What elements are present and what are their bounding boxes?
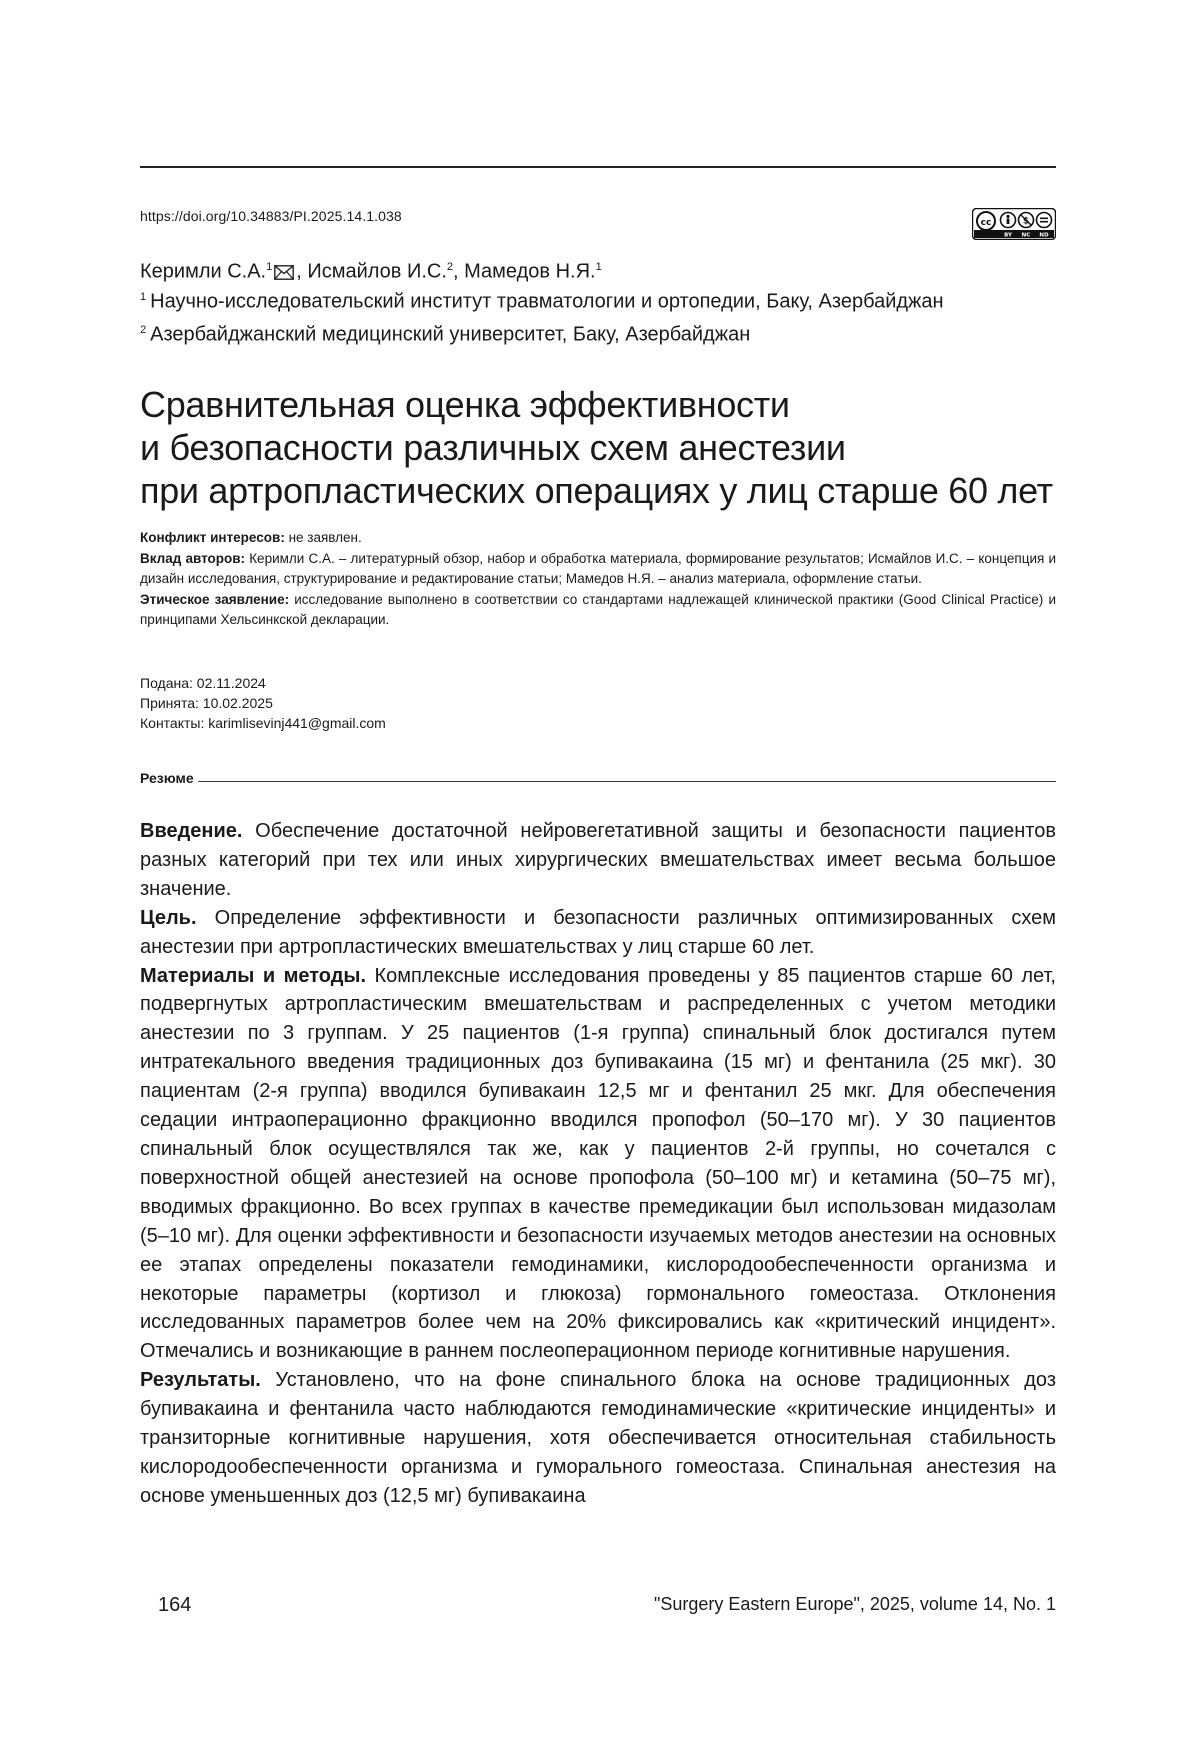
title-line-3: при артропластических операциях у лиц старше 60 лет — [140, 470, 1053, 511]
svg-text:BY: BY — [1004, 232, 1012, 239]
ethics-statement — [140, 590, 1056, 631]
affiliations — [140, 283, 1056, 348]
methods-label: Материалы и методы. — [140, 964, 367, 987]
page-number: 164 — [158, 1594, 192, 1616]
author-mamedov: , Мамедов Н.Я. — [453, 260, 596, 283]
contrib-text: Керимли С.А. – литературный обзор, набор и обработка материала, формирование результатов; Исмайлов И.С. – концепция и дизайн исследования, структурирование и редактирование статьи; Мамедов Н.Я. – анализ материала, оформление статьи. — [140, 550, 1056, 586]
abstract — [140, 817, 1056, 1511]
author-kerimli-affil: 1 — [266, 261, 273, 273]
svg-text:NC: NC — [1021, 232, 1031, 239]
ethics-label: Этическое заявление: — [140, 591, 290, 607]
intro-text: Обеспечение достаточной нейровегетативной защиты и безопасности пациентов разных категорий при тех или иных хирургических вмешательствах имеет весьма большое значение. — [140, 820, 1056, 900]
aim-label: Цель. — [140, 906, 197, 929]
page — [140, 0, 1056, 1764]
conflict-label: Конфликт интересов: — [140, 530, 285, 545]
article-metadata — [140, 528, 1056, 631]
title-line-2: и безопасности различных схем анестезии — [140, 427, 846, 468]
title-line-1: Сравнительная оценка эффективности — [140, 384, 790, 425]
doi-link[interactable]: https://doi.org/10.34883/PI.2025.14.1.038 — [140, 208, 402, 224]
cc-license-icon — [972, 208, 1056, 240]
results-text: Установлено, что на фоне спинального блока на основе традиционных доз бупивакаина и фентанила часто наблюдаются гемодинамические «критические инциденты» и транзиторные когнитивные нарушения, хотя обеспечивается относительная стабильность кислородообеспеченности организма и гуморального гомеостаза. Спинальная анестезия на основе уменьшенных доз (12,5 мг) бупивакаина — [140, 1369, 1056, 1507]
ethics-text: исследование выполнено в соответствии со стандартами надлежащей клинической практики (Good Clinical Practice) и принципами Хельсинкской декларации. — [140, 591, 1056, 627]
resume-label: Резюме — [140, 770, 194, 786]
accepted-date: Принята: 10.02.2025 — [140, 695, 273, 711]
submitted-date: Подана: 02.11.2024 — [140, 675, 266, 691]
contact-email[interactable]: Контакты: karimlisevinj441@gmail.com — [140, 715, 386, 731]
abstract-methods — [140, 962, 1056, 1367]
article-title — [140, 383, 1053, 512]
author-contributions — [140, 549, 1056, 590]
resume-rule — [198, 781, 1056, 782]
affiliation-1 — [140, 283, 1056, 316]
conflict-text: не заявлен. — [284, 530, 362, 545]
abstract-results — [140, 1366, 1056, 1511]
affiliation-1-number: 1 — [140, 291, 147, 303]
affiliation-2-number: 2 — [140, 323, 147, 336]
top-rule — [140, 166, 1056, 168]
svg-text:ND: ND — [1039, 232, 1049, 239]
methods-text: Комплексные исследования проведены у 85 пациентов старше 60 лет, подвергнутых артропластическим вмешательствам и распределенных с учетом методики анестезии по 3 группам. У 25 пациентов (1-я группа) спинальный блок достигался путем интратекального введения традиционных доз бупивакаина (15 мг) и фентанила (25 мкг). 30 пациентам (2-я группа) вводился бупивакаин 12,5 мг и фентанил 25 мкг. Для обеспечения седации интраоперационно фракционно вводился пропофол (50–170 мг). У 30 пациентов спинальный блок осуществлялся так же, как у пациентов 2-й группы, но сочетался с поверхностной общей анестезией на основе пропофола (50–100 мг) и кетамина (50–75 мг), вводимых фракционно. Во всех группах в качестве премедикации был использован мидазолам (5–10 мг). Для оценки эффективности и безопасности изучаемых методов анестезии на основных ее этапах определены показатели гемодинамики, кислородообеспеченности организма и некоторые параметры (кортизол и глюкоза) гормонального гомеостаза. Отклонения исследованных параметров более чем на 20% фиксировались как «критический инцидент». Отмечались и возникающие в раннем послеоперационном периоде когнитивные нарушения. — [140, 964, 1056, 1363]
journal-citation: "Surgery Eastern Europe", 2025, volume 14, No. 1 — [653, 1594, 1056, 1614]
affiliation-2-text: Азербайджанский медицинский университет, Баку, Азербайджан — [150, 323, 751, 346]
aim-text: Определение эффективности и безопасности различных оптимизированных схем анестезии при артропластических вмешательствах у лиц старше 60 лет. — [140, 906, 1056, 958]
svg-text:cc: cc — [980, 218, 992, 228]
author-ismayilov-affil: 2 — [446, 261, 454, 273]
conflict-of-interest — [140, 528, 1056, 549]
author-mamedov-affil: 1 — [595, 261, 602, 273]
affiliation-2 — [140, 316, 1056, 349]
author-kerimli: Керимли С.А. — [140, 260, 267, 283]
affiliation-1-text: Научно-исследовательский институт травматологии и ортопедии, Баку, Азербайджан — [150, 290, 944, 313]
author-ismayilov: , Исмайлов И.С. — [296, 260, 447, 283]
intro-label: Введение. — [140, 820, 243, 842]
cc-license-badge — [972, 208, 1056, 240]
abstract-aim — [140, 904, 1056, 962]
results-label: Результаты. — [140, 1369, 261, 1392]
svg-text:$: $ — [1022, 216, 1030, 227]
resume-heading — [140, 764, 1056, 786]
contrib-label: Вклад авторов: — [140, 550, 246, 566]
abstract-introduction — [140, 817, 1056, 904]
article-dates — [140, 673, 386, 733]
